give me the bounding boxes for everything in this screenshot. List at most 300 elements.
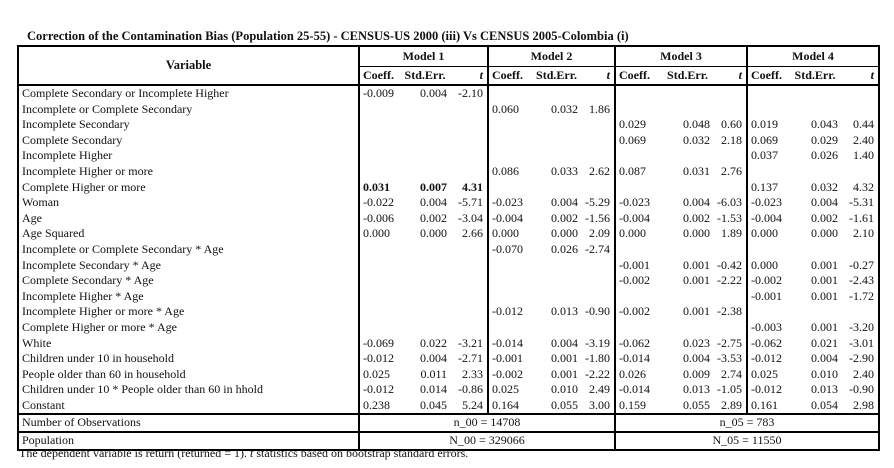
table-row <box>18 195 879 211</box>
regression-table <box>17 45 880 451</box>
model-4-t-cell <box>844 304 879 320</box>
model-3-t-cell <box>716 85 747 102</box>
model-2-t-cell: 2.09 <box>584 226 615 242</box>
model-3-stderr-cell: 0.032 <box>683 132 710 147</box>
model-1-t-cell <box>453 164 488 180</box>
model-2-t-cell <box>584 133 615 149</box>
model-4-t-cell: 2.40 <box>844 133 879 149</box>
model-3-coeff-cell: 0.029 <box>619 117 646 132</box>
model-1-coeff-cell <box>359 258 403 274</box>
model-3-t-cell <box>716 289 747 305</box>
model-4-t-cell: 1.40 <box>844 148 879 164</box>
model-4-stderr-cell: 0.054 <box>811 397 838 412</box>
model-3-t-cell: 2.89 <box>716 398 747 415</box>
model-3-t-cell <box>716 148 747 164</box>
model-3-stderr-cell: 0.055 <box>683 397 710 412</box>
model-4-coeff-cell: -0.062 <box>751 335 782 350</box>
model-3-coeff-cell: -0.014 <box>619 382 650 397</box>
model-4-stderr-cell <box>792 102 844 118</box>
model-3-t-cell: -0.42 <box>716 258 747 274</box>
model-3-coeff-cell: 0.087 <box>619 163 646 178</box>
model-4-t-cell: 2.40 <box>844 367 879 383</box>
model-4-coeff-cell: 0.025 <box>751 366 778 381</box>
model-2-stderr-cell: 0.002 <box>551 210 578 225</box>
model-3-coeff-cell: -0.001 <box>619 257 650 272</box>
model-4-coeff-cell <box>747 102 792 118</box>
model-3-stderr-cell <box>665 180 716 196</box>
model-3-coeff-cell: -0.062 <box>619 335 650 350</box>
model-1-t-cell <box>453 273 488 289</box>
model-3-stderr-header: Std.Err. <box>665 67 716 86</box>
model-4-stderr-cell: 0.026 <box>811 148 838 163</box>
model-3-t-cell: -1.05 <box>716 382 747 398</box>
model-1-t-cell: -3.04 <box>453 211 488 227</box>
model-4-t-cell: -1.72 <box>844 289 879 305</box>
model-3-coeff-cell <box>615 180 665 196</box>
model-4-t-cell: 0.44 <box>844 117 879 133</box>
variable-label: Complete Secondary <box>18 133 359 149</box>
model-1-t-cell <box>453 133 488 149</box>
model-2-stderr-cell <box>535 133 584 149</box>
table-row <box>18 226 879 242</box>
model-2-coeff-cell: -0.012 <box>492 304 523 319</box>
model-2-t-cell: -3.19 <box>584 336 615 352</box>
variable-label: Complete Secondary or Incomplete Higher <box>18 85 359 102</box>
variable-label: Incomplete or Complete Secondary <box>18 102 359 118</box>
model-1-coeff-cell <box>359 289 403 305</box>
model-1-stderr-cell: 0.004 <box>420 195 447 210</box>
model-4-stderr-cell: 0.001 <box>811 257 838 272</box>
model-2-stderr-cell: 0.032 <box>551 101 578 116</box>
model-2-t-cell <box>584 148 615 164</box>
table-row <box>18 85 879 102</box>
footnote-text-start: The dependent variable is return (returned = 1). <box>19 446 251 460</box>
model-2-stderr-header: Std.Err. <box>535 67 584 86</box>
footer-label: Number of Observations <box>18 414 359 432</box>
model-1-header: Model 1 <box>359 46 488 67</box>
model-1-t-cell <box>453 148 488 164</box>
model-1-stderr-cell: 0.000 <box>420 226 447 241</box>
model-3-t-cell: 0.60 <box>716 117 747 133</box>
model-1-stderr-cell <box>403 273 453 289</box>
model-2-stderr-cell: 0.026 <box>551 241 578 256</box>
model-3-header: Model 3 <box>615 46 747 67</box>
model-1-stderr-cell: 0.022 <box>420 335 447 350</box>
model-2-coeff-cell: -0.001 <box>492 351 523 366</box>
model-3-stderr-cell: 0.004 <box>683 195 710 210</box>
model-1-stderr-cell <box>403 102 453 118</box>
model-3-stderr-cell <box>665 148 716 164</box>
model-2-stderr-cell: 0.001 <box>551 351 578 366</box>
table-row <box>18 320 879 336</box>
model-2-stderr-cell <box>535 148 584 164</box>
model-3-t-cell: -6.03 <box>716 195 747 211</box>
variable-label: Incomplete Higher or more * Age <box>18 304 359 320</box>
model-3-stderr-cell: 0.000 <box>683 226 710 241</box>
model-4-stderr-cell: 0.021 <box>811 335 838 350</box>
model-2-t-cell <box>584 320 615 336</box>
model-3-stderr-cell: 0.001 <box>683 273 710 288</box>
model-2-coeff-cell: 0.164 <box>492 397 519 412</box>
model-1-t-cell <box>453 102 488 118</box>
model-4-coeff-cell: 0.000 <box>751 257 778 272</box>
model-4-t-cell: -2.90 <box>844 351 879 367</box>
model-3-coeff-header: Coeff. <box>615 67 665 86</box>
model-4-coeff-cell <box>747 304 792 320</box>
colombia-2005-count: n_05 = 783 <box>615 414 879 432</box>
model-2-stderr-cell: 0.001 <box>551 366 578 381</box>
model-1-coeff-cell: -0.009 <box>363 86 394 100</box>
model-4-stderr-cell: 0.004 <box>811 351 838 366</box>
model-2-coeff-cell: -0.023 <box>492 195 523 210</box>
model-1-coeff-cell: 0.238 <box>363 397 390 412</box>
model-2-coeff-cell: 0.025 <box>492 382 519 397</box>
model-1-coeff-cell: -0.069 <box>363 335 394 350</box>
model-3-t-cell: -1.53 <box>716 211 747 227</box>
table-row <box>18 273 879 289</box>
model-2-coeff-cell: -0.004 <box>492 210 523 225</box>
table-title: Correction of the Contamination Bias (Population 25-55) - CENSUS-US 2000 (iii) Vs CENSUS 2005-Colombia (i) <box>27 29 629 43</box>
model-4-t-header: t <box>844 67 879 86</box>
observations-row <box>18 414 879 432</box>
model-4-coeff-cell <box>747 242 792 258</box>
model-4-stderr-cell: 0.032 <box>811 179 838 194</box>
table-row <box>18 102 879 118</box>
model-4-coeff-cell: 0.019 <box>751 117 778 132</box>
model-2-coeff-header: Coeff. <box>488 67 535 86</box>
model-2-t-cell: -1.80 <box>584 351 615 367</box>
model-1-t-cell <box>453 289 488 305</box>
model-2-t-cell: -2.22 <box>584 367 615 383</box>
model-3-coeff-cell: 0.000 <box>619 226 646 241</box>
model-4-coeff-cell: -0.003 <box>751 319 782 334</box>
model-3-stderr-cell: 0.023 <box>683 335 710 350</box>
model-2-stderr-cell <box>535 85 584 102</box>
model-1-t-cell: 2.33 <box>453 367 488 383</box>
model-1-stderr-cell: 0.014 <box>420 382 447 397</box>
variable-label: Incomplete Secondary <box>18 117 359 133</box>
model-3-coeff-cell: -0.023 <box>619 195 650 210</box>
model-2-coeff-cell <box>488 133 535 149</box>
model-1-t-cell: -0.86 <box>453 382 488 398</box>
model-2-stderr-cell: 0.013 <box>551 304 578 319</box>
footnote-t-symbol: t <box>250 446 254 460</box>
table-row <box>18 351 879 367</box>
variable-label: Incomplete Secondary * Age <box>18 258 359 274</box>
model-1-stderr-cell: 0.002 <box>420 210 447 225</box>
model-4-stderr-cell: 0.001 <box>811 319 838 334</box>
model-4-t-cell: -3.01 <box>844 336 879 352</box>
model-2-stderr-cell <box>535 180 584 196</box>
model-1-t-cell: 5.24 <box>453 398 488 415</box>
variable-label: Complete Higher or more <box>18 180 359 196</box>
table-row <box>18 336 879 352</box>
model-1-coeff-cell: 0.000 <box>363 226 390 241</box>
model-1-coeff-cell <box>359 102 403 118</box>
model-4-stderr-cell: 0.029 <box>811 132 838 147</box>
model-4-stderr-cell: 0.013 <box>811 382 838 397</box>
table-row <box>18 180 879 196</box>
model-1-stderr-cell <box>403 320 453 336</box>
model-3-coeff-cell: -0.004 <box>619 210 650 225</box>
model-1-coeff-cell <box>359 148 403 164</box>
variable-label: Children under 10 in household <box>18 351 359 367</box>
model-2-coeff-cell: 0.086 <box>492 163 519 178</box>
model-4-t-cell: -0.27 <box>844 258 879 274</box>
model-4-coeff-cell: -0.004 <box>751 210 782 225</box>
model-2-stderr-cell <box>535 258 584 274</box>
model-2-t-cell <box>584 273 615 289</box>
model-1-stderr-cell <box>403 117 453 133</box>
model-1-coeff-cell <box>359 133 403 149</box>
footer-label: Population <box>18 432 359 450</box>
model-1-stderr-cell <box>403 164 453 180</box>
model-4-t-cell: -0.90 <box>844 382 879 398</box>
model-2-t-cell: -0.90 <box>584 304 615 320</box>
variable-label: Incomplete Higher or more <box>18 164 359 180</box>
variable-label: Incomplete or Complete Secondary * Age <box>18 242 359 258</box>
variable-label: Children under 10 * People older than 60 in hhold <box>18 382 359 398</box>
model-2-coeff-cell: 0.000 <box>492 226 519 241</box>
model-3-coeff-cell: -0.002 <box>619 273 650 288</box>
table-row <box>18 289 879 305</box>
model-3-t-cell: 2.76 <box>716 164 747 180</box>
model-2-header: Model 2 <box>488 46 615 67</box>
model-2-t-cell <box>584 289 615 305</box>
model-3-t-cell: 2.74 <box>716 367 747 383</box>
model-1-stderr-cell: 0.004 <box>420 86 447 100</box>
model-3-stderr-cell <box>665 102 716 118</box>
table-row <box>18 304 879 320</box>
model-1-stderr-header: Std.Err. <box>403 67 453 86</box>
model-1-coeff-cell: 0.025 <box>363 366 390 381</box>
model-4-coeff-cell: -0.001 <box>751 288 782 303</box>
colombia-2000-count: n_00 = 14708 <box>359 414 615 432</box>
table-row <box>18 367 879 383</box>
model-3-t-cell <box>716 180 747 196</box>
model-4-stderr-cell: 0.001 <box>811 273 838 288</box>
table-row <box>18 382 879 398</box>
model-3-stderr-cell <box>665 85 716 102</box>
model-2-t-cell <box>584 258 615 274</box>
model-2-t-cell <box>584 180 615 196</box>
model-3-coeff-cell: 0.026 <box>619 366 646 381</box>
model-4-coeff-cell: 0.161 <box>751 397 778 412</box>
model-4-stderr-cell: 0.010 <box>811 366 838 381</box>
model-1-coeff-cell <box>359 320 403 336</box>
model-4-t-cell: -5.31 <box>844 195 879 211</box>
variable-label: Complete Higher or more * Age <box>18 320 359 336</box>
model-1-coeff-cell <box>359 242 403 258</box>
model-1-t-cell: -5.71 <box>453 195 488 211</box>
model-4-t-cell <box>844 102 879 118</box>
model-4-stderr-cell: 0.004 <box>811 195 838 210</box>
variable-label: Incomplete Higher * Age <box>18 289 359 305</box>
model-1-coeff-cell <box>359 117 403 133</box>
model-4-coeff-cell: 0.137 <box>751 179 778 194</box>
table-row <box>18 242 879 258</box>
variable-column-header: Variable <box>18 46 359 85</box>
model-3-stderr-cell: 0.002 <box>683 210 710 225</box>
model-2-coeff-cell <box>488 85 535 102</box>
model-2-t-cell: 2.49 <box>584 382 615 398</box>
variable-label: People older than 60 in household <box>18 367 359 383</box>
model-4-t-cell: -1.61 <box>844 211 879 227</box>
model-4-t-cell: -2.43 <box>844 273 879 289</box>
model-3-t-cell: -2.75 <box>716 336 747 352</box>
model-3-stderr-cell <box>665 289 716 305</box>
model-1-coeff-cell: -0.012 <box>363 351 394 366</box>
variable-label: Incomplete Higher <box>18 148 359 164</box>
model-3-t-cell: -2.38 <box>716 304 747 320</box>
model-2-stderr-cell: 0.033 <box>551 163 578 178</box>
model-4-t-cell: -3.20 <box>844 320 879 336</box>
model-4-coeff-cell: -0.012 <box>751 351 782 366</box>
model-1-stderr-cell <box>403 258 453 274</box>
model-1-t-cell <box>453 304 488 320</box>
model-2-coeff-cell <box>488 258 535 274</box>
model-2-coeff-cell <box>488 180 535 196</box>
model-4-stderr-cell <box>792 304 844 320</box>
model-4-stderr-cell <box>792 242 844 258</box>
model-3-coeff-cell <box>615 85 665 102</box>
model-1-coeff-header: Coeff. <box>359 67 403 86</box>
model-3-stderr-cell: 0.048 <box>683 117 710 132</box>
table-row <box>18 211 879 227</box>
model-2-t-cell: -5.29 <box>584 195 615 211</box>
model-4-t-cell: 4.32 <box>844 180 879 196</box>
model-3-stderr-cell: 0.004 <box>683 351 710 366</box>
model-1-coeff-cell: -0.022 <box>363 195 394 210</box>
model-2-coeff-cell <box>488 148 535 164</box>
model-3-coeff-cell: -0.014 <box>619 351 650 366</box>
model-1-t-cell: -2.10 <box>453 85 488 102</box>
model-3-stderr-cell <box>665 242 716 258</box>
model-1-coeff-cell <box>359 273 403 289</box>
model-1-coeff-cell: -0.006 <box>363 210 394 225</box>
model-2-t-cell: -1.56 <box>584 211 615 227</box>
table-row <box>18 148 879 164</box>
model-4-coeff-cell: -0.023 <box>751 195 782 210</box>
model-2-coeff-cell <box>488 117 535 133</box>
model-1-stderr-cell <box>403 242 453 258</box>
model-1-t-cell: -3.21 <box>453 336 488 352</box>
model-3-t-header: t <box>716 67 747 86</box>
variable-label: Woman <box>18 195 359 211</box>
model-3-stderr-cell: 0.031 <box>683 163 710 178</box>
model-3-coeff-cell <box>615 289 665 305</box>
model-1-stderr-cell: 0.007 <box>420 179 447 194</box>
model-2-stderr-cell: 0.055 <box>551 397 578 412</box>
model-2-t-cell <box>584 85 615 102</box>
model-4-stderr-cell <box>792 164 844 180</box>
model-4-t-cell <box>844 164 879 180</box>
variable-label: Constant <box>18 398 359 415</box>
model-2-t-cell: 1.86 <box>584 102 615 118</box>
model-4-coeff-cell: 0.000 <box>751 226 778 241</box>
model-3-t-cell: -3.53 <box>716 351 747 367</box>
variable-label: White <box>18 336 359 352</box>
model-1-coeff-cell: 0.031 <box>363 179 390 194</box>
model-3-coeff-cell: 0.069 <box>619 132 646 147</box>
model-1-coeff-cell <box>359 304 403 320</box>
model-3-stderr-cell: 0.001 <box>683 304 710 319</box>
model-1-stderr-cell <box>403 133 453 149</box>
model-3-coeff-cell: -0.002 <box>619 304 650 319</box>
model-3-coeff-cell <box>615 242 665 258</box>
table-row <box>18 117 879 133</box>
model-2-t-cell: 3.00 <box>584 398 615 415</box>
model-2-coeff-cell <box>488 289 535 305</box>
model-header-row <box>18 46 879 67</box>
model-4-stderr-cell: 0.000 <box>811 226 838 241</box>
model-4-coeff-cell: -0.002 <box>751 273 782 288</box>
model-4-coeff-cell <box>747 164 792 180</box>
model-2-t-cell: 2.62 <box>584 164 615 180</box>
model-2-coeff-cell <box>488 320 535 336</box>
model-2-stderr-cell <box>535 117 584 133</box>
table-row <box>18 164 879 180</box>
model-1-coeff-cell: -0.012 <box>363 382 394 397</box>
model-3-stderr-cell: 0.009 <box>683 366 710 381</box>
model-3-coeff-cell: 0.159 <box>619 397 646 412</box>
model-2-stderr-cell: 0.010 <box>551 382 578 397</box>
model-2-coeff-cell <box>488 273 535 289</box>
model-4-coeff-header: Coeff. <box>747 67 792 86</box>
model-3-t-cell: -2.22 <box>716 273 747 289</box>
model-1-t-header: t <box>453 67 488 86</box>
variable-label: Complete Secondary * Age <box>18 273 359 289</box>
model-2-stderr-cell: 0.004 <box>551 335 578 350</box>
model-2-stderr-cell: 0.004 <box>551 195 578 210</box>
variable-label: Age Squared <box>18 226 359 242</box>
model-1-coeff-cell <box>359 164 403 180</box>
table-row <box>18 258 879 274</box>
model-1-stderr-cell <box>403 289 453 305</box>
model-3-stderr-cell: 0.013 <box>683 382 710 397</box>
footnote-text-end: statistics based on bootstrap standard errors. <box>253 446 469 460</box>
model-4-t-cell <box>844 85 879 102</box>
model-2-coeff-cell: -0.070 <box>492 241 523 256</box>
model-3-coeff-cell <box>615 102 665 118</box>
model-4-coeff-cell: -0.012 <box>751 382 782 397</box>
model-3-t-cell: 1.89 <box>716 226 747 242</box>
model-3-t-cell <box>716 102 747 118</box>
model-3-coeff-cell <box>615 148 665 164</box>
model-4-t-cell: 2.10 <box>844 226 879 242</box>
model-1-t-cell: 2.66 <box>453 226 488 242</box>
model-4-coeff-cell: 0.037 <box>751 148 778 163</box>
model-1-t-cell: -2.71 <box>453 351 488 367</box>
model-4-t-cell <box>844 242 879 258</box>
model-1-t-cell: 4.31 <box>453 180 488 196</box>
model-2-t-cell <box>584 117 615 133</box>
model-2-stderr-cell <box>535 289 584 305</box>
model-3-stderr-cell: 0.001 <box>683 257 710 272</box>
model-2-coeff-cell: 0.060 <box>492 101 519 116</box>
model-4-stderr-header: Std.Err. <box>792 67 844 86</box>
model-4-t-cell: 2.98 <box>844 398 879 415</box>
model-3-t-cell: 2.18 <box>716 133 747 149</box>
model-1-t-cell <box>453 117 488 133</box>
model-2-stderr-cell: 0.000 <box>551 226 578 241</box>
model-4-stderr-cell: 0.001 <box>811 288 838 303</box>
table-footnote <box>19 446 468 461</box>
model-2-t-header: t <box>584 67 615 86</box>
model-1-stderr-cell: 0.011 <box>420 366 447 381</box>
model-1-stderr-cell <box>403 304 453 320</box>
model-2-coeff-cell: -0.014 <box>492 335 523 350</box>
